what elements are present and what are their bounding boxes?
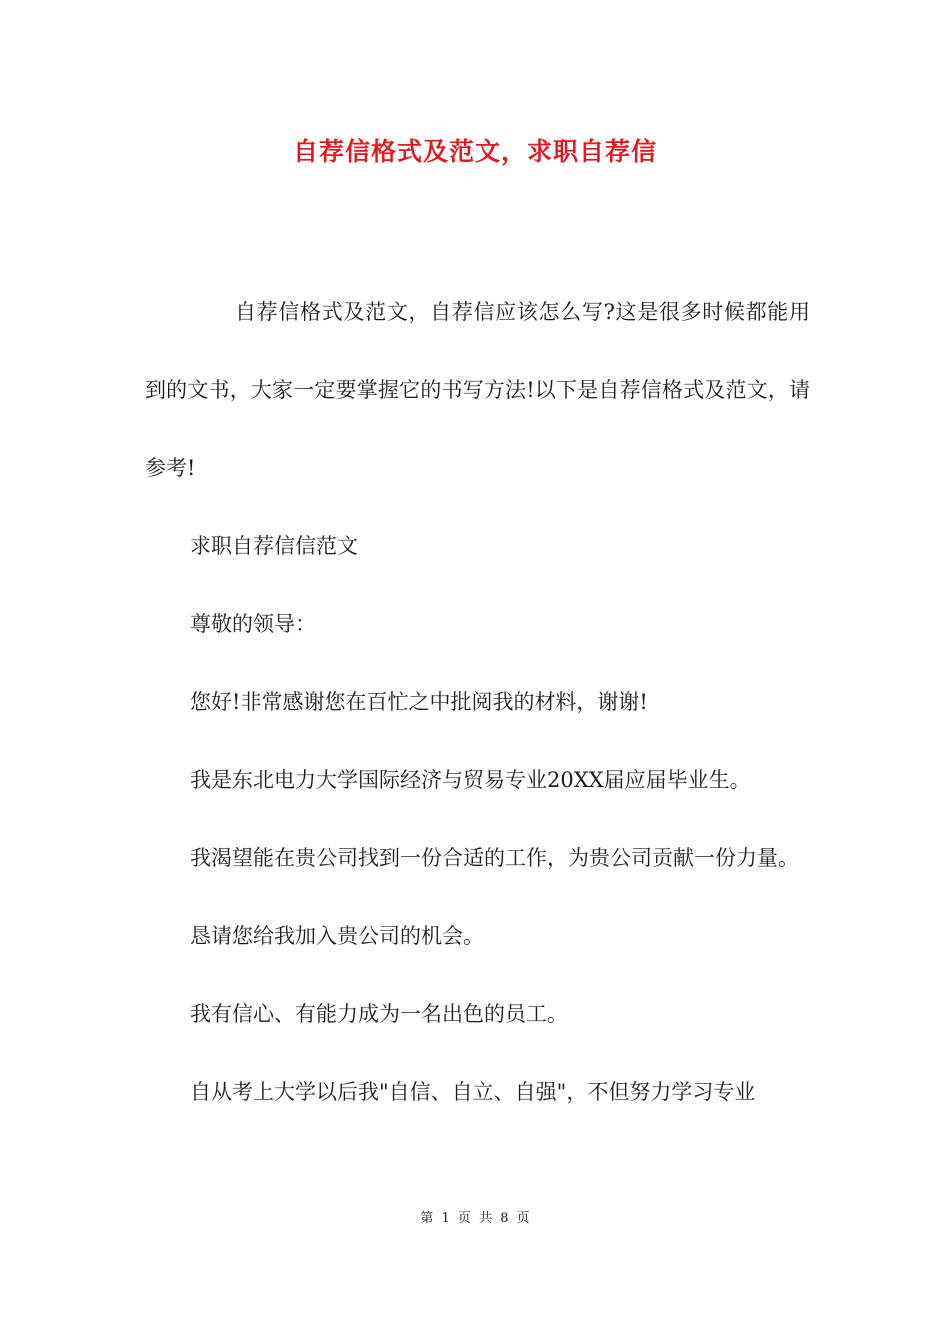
- paragraph-self-intro: 我是东北电力大学国际经济与贸易专业20XX届应届毕业生。: [190, 768, 751, 792]
- paragraph-confidence: 我有信心、有能力成为一名出色的员工。: [190, 1002, 568, 1026]
- page-footer: 第 1 页 共 8 页: [420, 1211, 530, 1226]
- paragraph-greeting: 您好!非常感谢您在百忙之中批阅我的材料，谢谢!: [190, 690, 648, 714]
- paragraph-request: 恳请您给我加入贵公司的机会。: [190, 924, 484, 948]
- paragraph-intro: 自荐信格式及范文，自荐信应该怎么写?这是很多时候都能用到的文书，大家一定要掌握它的书写方法!以下是自荐信格式及范文，请参考!: [145, 300, 810, 480]
- document-body: [145, 273, 810, 1131]
- document-title: 自荐信格式及范文，求职自荐信: [292, 137, 657, 166]
- paragraph-study: 自从考上大学以后我"自信、自立、自强"，不但努力学习专业: [190, 1080, 756, 1104]
- paragraph-salutation: 尊敬的领导：: [190, 612, 316, 636]
- paragraph-heading: 求职自荐信信范文: [190, 534, 358, 558]
- paragraph-wish: 我渴望能在贵公司找到一份合适的工作，为贵公司贡献一份力量。: [190, 846, 799, 870]
